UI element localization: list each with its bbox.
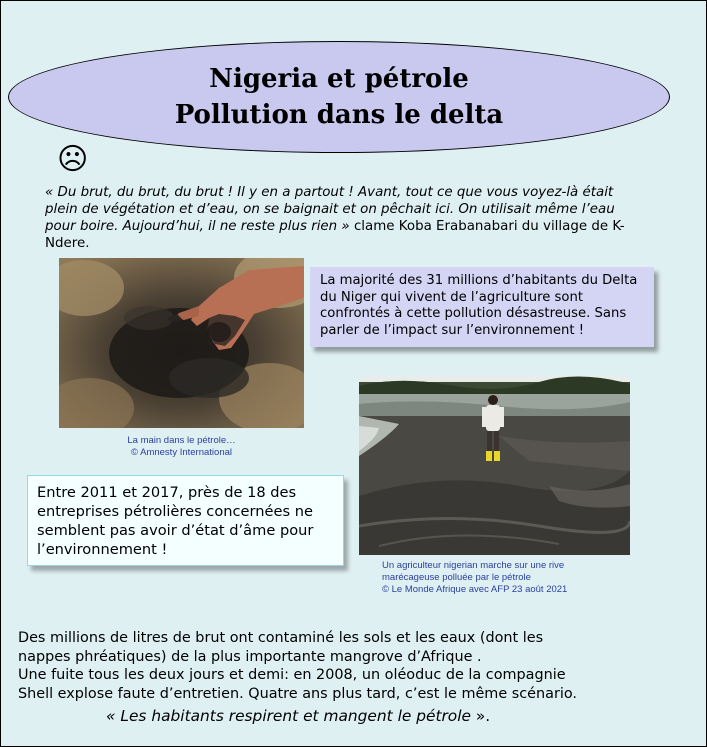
bottom-line-2: nappes phréatiques) de la plus importante mangrove d’Afrique . — [18, 648, 482, 665]
title-ellipse — [8, 41, 670, 153]
photo2-caption-line-2: marécageuse polluée par le pétrole — [382, 572, 531, 583]
bottom-line-4: Shell explose faute d’entretien. Quatre ans plus tard, c’est le même scénario. — [18, 685, 577, 702]
closing-quote-end: ». — [470, 707, 491, 725]
photo1-caption — [59, 435, 304, 459]
bottom-paragraph — [18, 629, 698, 703]
closing-quote — [106, 706, 686, 726]
title-line-1: Nigeria et pétrole — [209, 64, 469, 94]
bottom-line-3: Une fuite tous les deux jours et demi: en 2008, un oléoduc de la compagnie — [18, 667, 566, 683]
quote-attribution: clame Koba Erabanabari du village de K-Ndere. — [45, 219, 625, 251]
title-line-2: Pollution dans le delta — [174, 100, 504, 130]
photo2-caption-credit: © Le Monde Afrique avec AFP 23 août 2021 — [382, 584, 568, 595]
closing-quote-italic: « Les habitants respirent et mangent le pétrole — [106, 707, 471, 725]
agriculture-info-box: La majorité des 31 millions d’habitants du Delta du Niger qui vivent de l’agriculture sont confrontés à cette pollution désastreuse. Sans parler de l’impact sur l’environnement ! — [310, 267, 654, 347]
photo1-caption-title: La main dans le pétrole… — [127, 435, 236, 446]
bottom-line-1: Des millions de litres de brut ont contaminé les sols et les eaux (dont les — [18, 630, 544, 646]
oil-covered-hand-photo — [59, 258, 304, 428]
quote-italic: « Du brut, du brut, du brut ! Il y en a partout ! Avant, tout ce que vous voyez-là était plein de végétation et d’eau, on se baignait et on pêchait ici. On utilisait même l’eau pour boire. Aujourd’hui, il ne reste plus rien » — [45, 185, 615, 234]
farmer-on-polluted-shore-photo — [359, 376, 630, 555]
oil-companies-info-box: Entre 2011 et 2017, près de 18 des entreprises pétrolières concernées ne semblent pas avoir d’état d’âme pour l’environnement ! — [27, 475, 344, 566]
quote-paragraph — [45, 184, 645, 252]
photo1-caption-credit: © Amnesty International — [131, 447, 232, 458]
photo2-caption — [382, 560, 642, 596]
sad-face-icon: ☹ — [57, 142, 89, 177]
photo2-caption-line-1: Un agriculteur nigerian marche sur une rive — [382, 560, 565, 571]
